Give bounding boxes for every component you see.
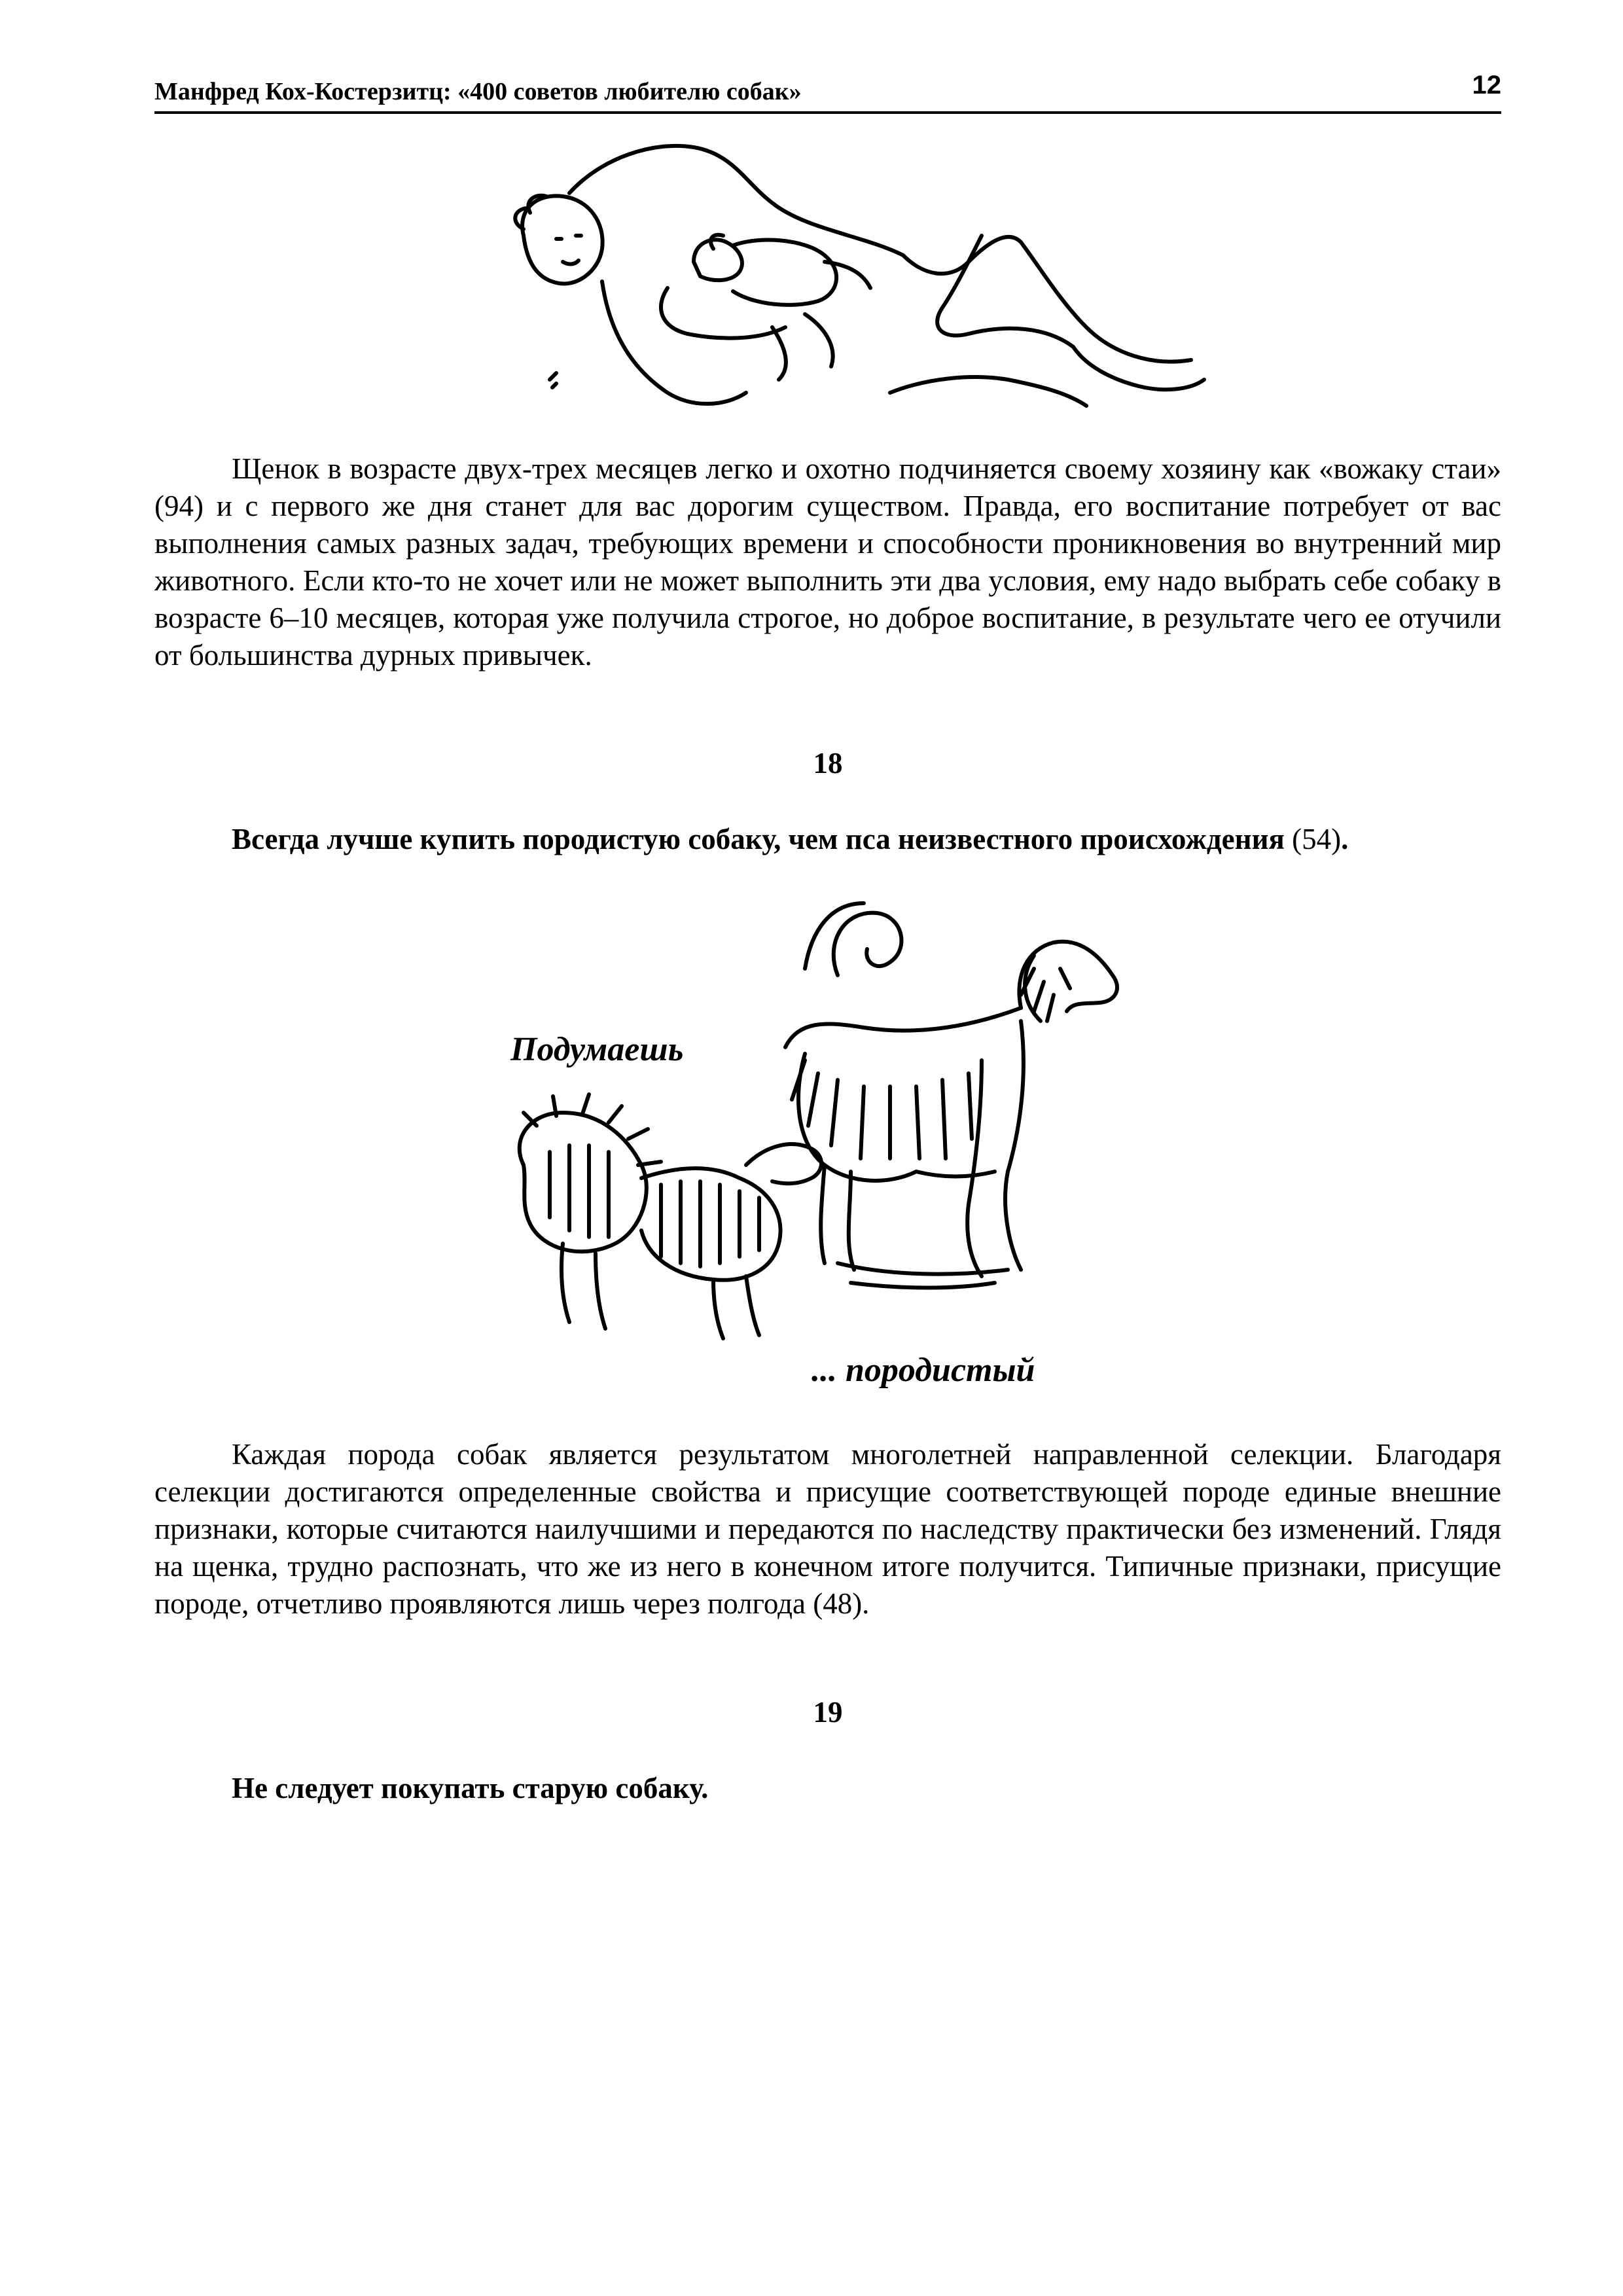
illustration-person-with-puppy <box>497 131 1230 419</box>
rule-18-heading <box>232 822 1501 856</box>
caption-podumaesh: Подумаешь <box>510 1031 684 1068</box>
caption-porodistyy: ... породистый <box>812 1352 1035 1389</box>
illustration-two-dogs <box>497 890 1152 1414</box>
header-title: Манфред Кох-Костерзитц: «400 советов любителю собак» <box>154 78 802 105</box>
rule-18-reference: (54) <box>1292 823 1342 855</box>
section-number-19: 19 <box>813 1696 843 1729</box>
rule-18-text: Всегда лучше купить породистую собаку, чем пса неизвестного происхождения <box>232 823 1285 855</box>
page-number: 12 <box>1472 71 1501 99</box>
rule-19-text: Не следует покупать старую собаку. <box>232 1772 709 1804</box>
section-number-18: 18 <box>813 747 843 780</box>
paragraph-breed-selection: Каждая порода собак является результатом многолетней направленной селекции. Благодаря селекции достигаются определенные свойства и присущие соответствующей породе единые внешние признаки, которые считаются наилучшими и передаются по наследству практически без изменений. Глядя на щенка, трудно распознать, что же из него в конечном итоге получится. Типичные признаки, присущие породе, отчетливо проявляются лишь через полгода (48). <box>154 1438 1501 1620</box>
running-header <box>154 71 1501 114</box>
rule-18-period: . <box>1341 823 1349 855</box>
rule-19-heading <box>232 1771 1501 1805</box>
paragraph-puppy-training: Щенок в возрасте двух-трех месяцев легко и охотно подчиняется своему хозяину как «вожаку стаи» (94) и с первого же дня станет для вас дорогим существом. Правда, его воспитание потребует от вас выполнения самых разных задач, требующих времени и способности проникновения во внутренний мир животного. Если кто-то не хочет или не может выполнить эти два условия, ему надо выбрать себе собаку в возрасте 6–10 месяцев, которая уже получила строгое, но доброе воспитание, в результате чего ее отучили от большинства дурных привычек. <box>154 452 1501 672</box>
